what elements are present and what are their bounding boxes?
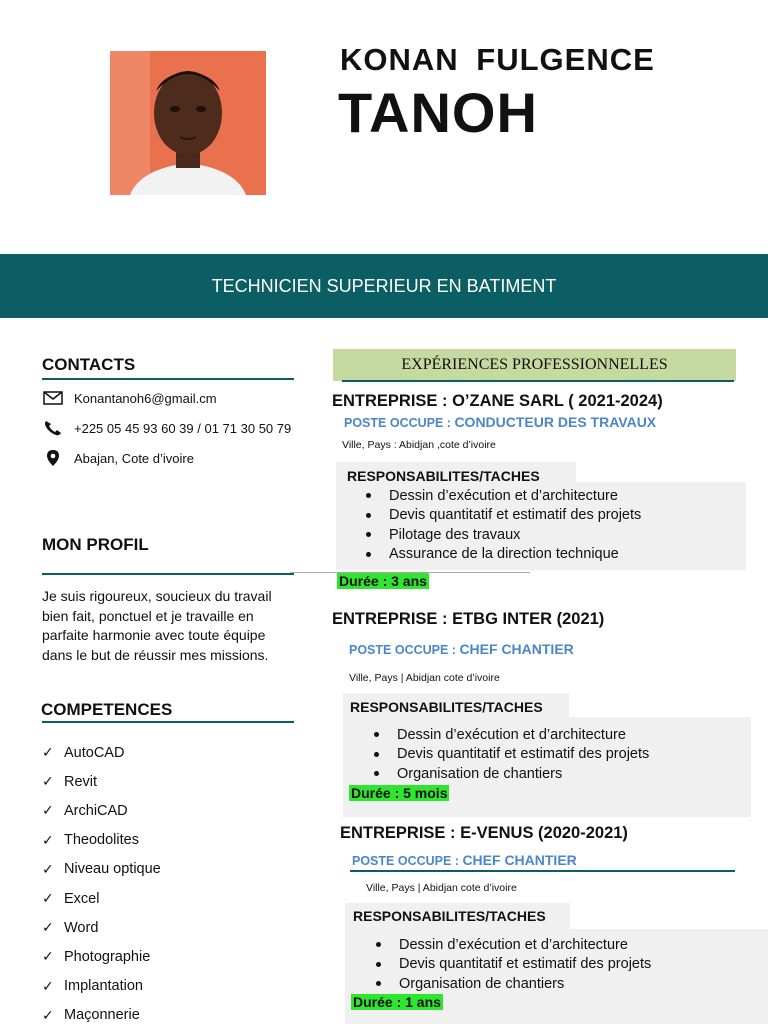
first-names: KONAN FULGENCE	[340, 42, 655, 77]
job2-duration: Durée : 5 mois	[351, 785, 448, 801]
profile-title: MON PROFIL	[42, 535, 149, 554]
skill-item: ✓ Word	[42, 919, 99, 936]
skill-item: ✓ Theodolites	[42, 831, 139, 849]
job1-resp-title: RESPONSABILITES/TACHES	[347, 468, 540, 484]
skills-rule	[42, 721, 294, 723]
check-icon: ✓	[42, 977, 54, 994]
job3-poste: POSTE OCCUPE : CHEF CHANTIER	[352, 852, 577, 868]
envelope-icon	[42, 389, 64, 407]
skill-item: ✓ Implantation	[42, 977, 143, 995]
check-icon: ✓	[42, 744, 54, 761]
job1-location: Ville, Pays : Abidjan ,cote d’ivoire	[342, 439, 496, 451]
experience-title: EXPÉRIENCES PROFESSIONNELLES	[401, 356, 668, 373]
check-icon: ✓	[42, 860, 54, 877]
check-icon: ✓	[42, 919, 54, 936]
phone-text: +225 05 45 93 60 39 / 01 71 30 50 79	[74, 420, 292, 436]
profile-text: Je suis rigoureux, soucieux du travail bien fait, ponctuel et je travaille en parfaite harmonie avec toute équipe dans le but de réussir mes missions.	[42, 588, 272, 663]
check-icon: ✓	[42, 948, 54, 965]
job3-company: ENTREPRISE : E-VENUS (2020-2021)	[340, 824, 628, 842]
task-item: Dessin d’exécution et d’architecture	[370, 935, 651, 955]
check-icon: ✓	[42, 773, 54, 790]
last-name: TANOH	[338, 81, 538, 144]
phone-icon	[42, 419, 64, 437]
address-text: Abajan, Cote d’ivoire	[74, 450, 194, 466]
check-icon: ✓	[42, 831, 54, 848]
task-item: Dessin d’exécution et d’architecture	[368, 725, 649, 745]
skill-item: ✓ Excel	[42, 890, 100, 907]
job2-location: Ville, Pays | Abidjan cote d’ivoire	[349, 672, 500, 684]
task-item: Pilotage des travaux	[360, 525, 641, 545]
task-item: Devis quantitatif et estimatif des projets	[360, 506, 641, 526]
job-title: TECHNICIEN SUPERIEUR EN BATIMENT	[211, 275, 557, 296]
task-item: Dessin d’exécution et d’architecture	[360, 486, 641, 506]
skills-list	[42, 738, 161, 1030]
experience-rule	[342, 380, 734, 382]
task-item: Assurance de la direction technique	[360, 545, 641, 565]
skill-item: ✓ ArchiCAD	[42, 802, 128, 819]
job1-tasks	[360, 486, 641, 564]
contact-address	[42, 449, 194, 467]
contacts-rule	[42, 378, 294, 380]
job1-poste: POSTE OCCUPE : CONDUCTEUR DES TRAVAUX	[344, 414, 657, 430]
profile-photo	[110, 51, 266, 195]
job1-duration: Durée : 3 ans	[339, 573, 427, 589]
task-item: Devis quantitatif et estimatif des projets	[368, 745, 649, 765]
job3-rule	[350, 870, 735, 872]
skill-item: ✓ Maçonnerie	[42, 1006, 140, 1024]
location-pin-icon	[42, 449, 64, 467]
check-icon: ✓	[42, 890, 54, 907]
task-item: Devis quantitatif et estimatif des projets	[370, 955, 651, 975]
job2-poste: POSTE OCCUPE : CHEF CHANTIER	[349, 641, 574, 657]
job1-company: ENTREPRISE : O’ZANE SARL ( 2021-2024)	[332, 392, 663, 410]
job2-resp-title: RESPONSABILITES/TACHES	[350, 699, 543, 715]
email-text: Konantanoh6@gmail.cm	[74, 390, 217, 406]
skills-title: COMPETENCES	[41, 700, 173, 719]
job3-resp-title: RESPONSABILITES/TACHES	[353, 908, 546, 924]
skill-item: ✓ AutoCAD	[42, 744, 125, 761]
skill-item: ✓ Photographie	[42, 948, 151, 965]
contact-phone[interactable]	[42, 419, 291, 437]
job2-company: ENTREPRISE : ETBG INTER (2021)	[332, 610, 605, 628]
contacts-title: CONTACTS	[42, 355, 136, 374]
experience-title-box	[333, 349, 736, 381]
job3-duration: Durée : 1 ans	[353, 994, 441, 1010]
job3-location: Ville, Pays | Abidjan cote d’ivoire	[366, 882, 517, 894]
contact-email[interactable]	[42, 389, 217, 407]
profile-rule	[42, 573, 294, 575]
check-icon: ✓	[42, 802, 54, 819]
task-item: Organisation de chantiers	[370, 974, 651, 994]
skill-item: ✓ Revit	[42, 773, 98, 790]
job2-tasks	[368, 725, 649, 784]
job3-tasks	[370, 935, 651, 994]
check-icon: ✓	[42, 1006, 54, 1023]
skill-item: ✓ Niveau optique	[42, 860, 161, 878]
job-title-banner	[0, 254, 768, 318]
task-item: Organisation de chantiers	[368, 764, 649, 784]
